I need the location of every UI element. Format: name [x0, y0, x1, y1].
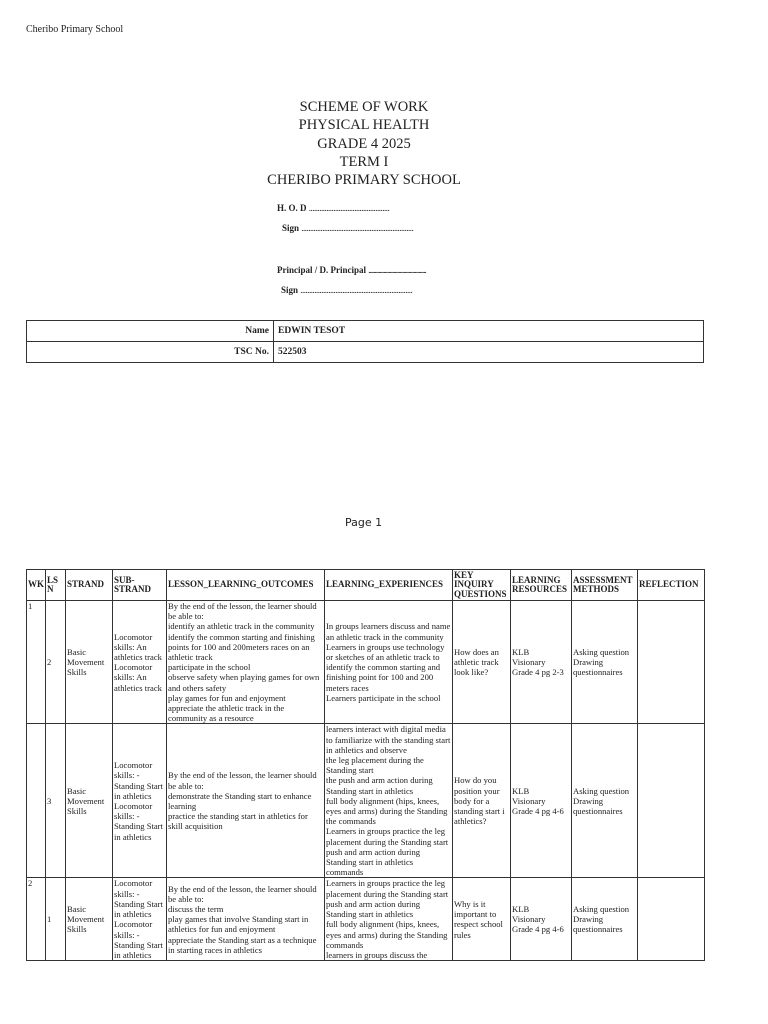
- title-line: SCHEME OF WORK: [299, 99, 429, 115]
- hod-label: H. O. D: [277, 203, 307, 213]
- title-line: PHYSICAL HEALTH: [298, 117, 430, 134]
- assessment-line: Asking question: [573, 785, 630, 796]
- cell-experiences: [325, 601, 453, 724]
- col-header-resources: LEARNING RESOURCES: [511, 570, 572, 601]
- outcome-line: demonstrate the Standing start to enhance learning: [168, 790, 312, 811]
- experience-line: full body alignment (hips, knees, eyes and arms) during the Standing: [326, 795, 448, 817]
- cell-strand: Basic Movement Skills: [66, 601, 113, 724]
- principal-sign-dots: ................................................................: [300, 285, 413, 295]
- col-header-questions: KEY INQUIRY QUESTIONS: [453, 570, 511, 601]
- title-line: GRADE 4 2025: [317, 135, 411, 152]
- cell-wk: 1: [27, 601, 46, 724]
- experience-line: the leg placement during the Standing start: [326, 755, 424, 776]
- tsc-row: [27, 342, 704, 363]
- title-line: TERM I: [339, 153, 389, 170]
- tsc-value: 522503: [274, 342, 704, 363]
- assessment-line: questionnaires: [573, 924, 623, 935]
- experience-line: Learners in groups practice the leg placement during the Standing start: [326, 826, 449, 847]
- title-line: CHERIBO PRIMARY SCHOOL: [267, 172, 461, 189]
- experience-line: full body alignment (hips, knees, eyes and arms) during the Standing: [326, 919, 448, 940]
- cell-reflection: [638, 724, 705, 878]
- principal-sign-label: Sign: [281, 285, 299, 295]
- experience-line: learners in groups discuss the: [326, 949, 428, 960]
- cell-outcomes: [167, 724, 325, 878]
- cell-substrand: Locomotor skills: - Standing Start in athletics Locomotor skills: - Standing Start in athletics: [113, 878, 167, 961]
- cell-reflection: [638, 878, 705, 961]
- experience-line: commands: [326, 939, 364, 950]
- resource-line: KLB: [512, 785, 530, 796]
- hod-sign-line: [282, 223, 413, 233]
- assessment-line: questionnaires: [573, 667, 623, 678]
- outcome-line: appreciate the athletic track in the community as a resource: [168, 703, 285, 724]
- table-row: [27, 601, 705, 724]
- cell-assessment: [572, 724, 638, 878]
- experience-line: Learners in groups practice the leg placement during the Standing start: [326, 878, 449, 899]
- experience-line: Learners participate in the school: [326, 692, 441, 703]
- resource-line: Grade 4 pg 2-3: [512, 667, 564, 678]
- cell-assessment: [572, 878, 638, 961]
- outcome-line: identify the common starting and finishing points for 100 and 200meters races on an athletic track: [168, 631, 315, 663]
- outcome-line: participate in the school: [168, 662, 251, 673]
- experience-line: Learners in groups use technology or sketches of an athletic track to identify the common starting and finishing point for 100 and 200 meters races: [326, 641, 445, 693]
- outcome-line: identify an athletic track in the community: [168, 621, 315, 632]
- cell-resources: [511, 724, 572, 878]
- tsc-label: TSC No.: [27, 342, 274, 363]
- resource-line: Visionary: [512, 914, 546, 925]
- outcome-line: in starting races in athletics: [168, 944, 263, 955]
- name-label: Name: [27, 321, 274, 342]
- resource-line: Visionary: [512, 657, 546, 668]
- cell-assessment: [572, 601, 638, 724]
- cell-lsn: 1: [46, 878, 66, 961]
- table-row: [27, 878, 705, 961]
- col-header-strand: STRAND: [66, 570, 113, 601]
- experience-line: In groups learners discuss and name an athletic track in the community: [326, 621, 451, 642]
- cell-resources: [511, 878, 572, 961]
- assessment-line: Drawing: [573, 795, 604, 806]
- assessment-line: Asking question: [573, 903, 630, 914]
- cell-outcomes: [167, 878, 325, 961]
- resource-line: KLB: [512, 646, 530, 657]
- page-number: Page 1: [345, 516, 383, 529]
- cell-experiences: [325, 724, 453, 878]
- col-header-substrand: SUB-STRAND: [113, 570, 167, 601]
- outcome-line: play games for fun and enjoyment: [168, 692, 286, 703]
- assessment-line: Drawing: [573, 914, 604, 925]
- resource-line: Visionary: [512, 795, 546, 806]
- cell-substrand: Locomotor skills: - Standing Start in athletics Locomotor skills: - Standing Start in athletics: [113, 724, 167, 878]
- outcome-line: appreciate the Standing start as a technique: [168, 934, 317, 945]
- cell-lsn: 2: [46, 601, 66, 724]
- hod-line: [277, 203, 389, 213]
- assessment-line: Asking question: [573, 646, 630, 657]
- hod-dots: ..............................................: [308, 203, 390, 213]
- cell-resources: [511, 601, 572, 724]
- outcome-line: play games that involve Standing start in athletics for fun and enjoyment: [168, 914, 309, 935]
- col-header-assessment: ASSESSMENT METHODS: [572, 570, 638, 601]
- col-header-experiences: LEARNING_EXPERIENCES: [325, 570, 453, 601]
- school-header: Cheribo Primary School: [26, 24, 124, 35]
- outcome-line: By the end of the lesson, the learner should be able to:: [168, 601, 317, 622]
- experience-line: learners interact with digital media to familiarize with the standing start in athletics and observe: [326, 724, 451, 755]
- cell-strand: Basic Movement Skills: [66, 878, 113, 961]
- col-header-wk: WK: [27, 570, 46, 601]
- table-row: [27, 724, 705, 878]
- cell-question: Why is it important to respect school rules: [453, 878, 511, 961]
- principal-line: [277, 265, 426, 275]
- outcome-line: By the end of the lesson, the learner should be able to:: [168, 883, 317, 904]
- cell-wk: [27, 724, 46, 878]
- col-header-outcomes: LESSON_LEARNING_OUTCOMES: [167, 570, 325, 601]
- cell-outcomes: [167, 601, 325, 724]
- col-header-reflection: REFLECTION: [638, 570, 705, 601]
- resource-line: Grade 4 pg 4-6: [512, 924, 564, 935]
- outcome-line: observe safety when playing games for own and others safety: [168, 672, 320, 693]
- cell-lsn: 3: [46, 724, 66, 878]
- outcome-line: By the end of the lesson, the learner should be able to:: [168, 770, 317, 791]
- outcome-line: discuss the term: [168, 903, 224, 914]
- cell-experiences: [325, 878, 453, 961]
- experience-line: the push and arm action during Standing start in athletics: [326, 775, 433, 796]
- resource-line: Grade 4 pg 4-6: [512, 806, 564, 817]
- hod-sign-label: Sign: [282, 223, 300, 233]
- outcome-line: practice the standing start in athletics for skill acquisition: [168, 811, 308, 832]
- hod-sign-dots: ................................................................: [301, 223, 414, 233]
- experience-line: the commands: [326, 816, 376, 827]
- cell-reflection: [638, 601, 705, 724]
- scheme-table: [26, 569, 705, 961]
- assessment-line: questionnaires: [573, 806, 623, 817]
- experience-line: push and arm action during Standing start in athletics: [326, 898, 421, 920]
- cell-question: How does an athletic track look like?: [453, 601, 511, 724]
- cell-wk: 2: [27, 878, 46, 961]
- experience-line: push and arm action during Standing start in athletics: [326, 846, 421, 868]
- cell-substrand: Locomotor skills: An athletics track Locomotor skills: An athletics track: [113, 601, 167, 724]
- cell-question: How do you position your body for a standing start i athletics?: [453, 724, 511, 878]
- name-row: [27, 321, 704, 342]
- principal-label: Principal / D. Principal: [277, 265, 366, 275]
- document-title: [0, 98, 728, 189]
- header-row: [27, 570, 705, 601]
- col-header-lsn: LSN: [46, 570, 66, 601]
- cell-strand: Basic Movement Skills: [66, 724, 113, 878]
- teacher-info-table: [26, 320, 704, 363]
- principal-dots: ..............................................: [368, 265, 426, 275]
- experience-line: commands: [326, 867, 364, 878]
- assessment-line: Drawing: [573, 657, 604, 668]
- resource-line: KLB: [512, 903, 530, 914]
- principal-sign-line: [281, 285, 412, 295]
- name-value: EDWIN TESOT: [274, 321, 704, 342]
